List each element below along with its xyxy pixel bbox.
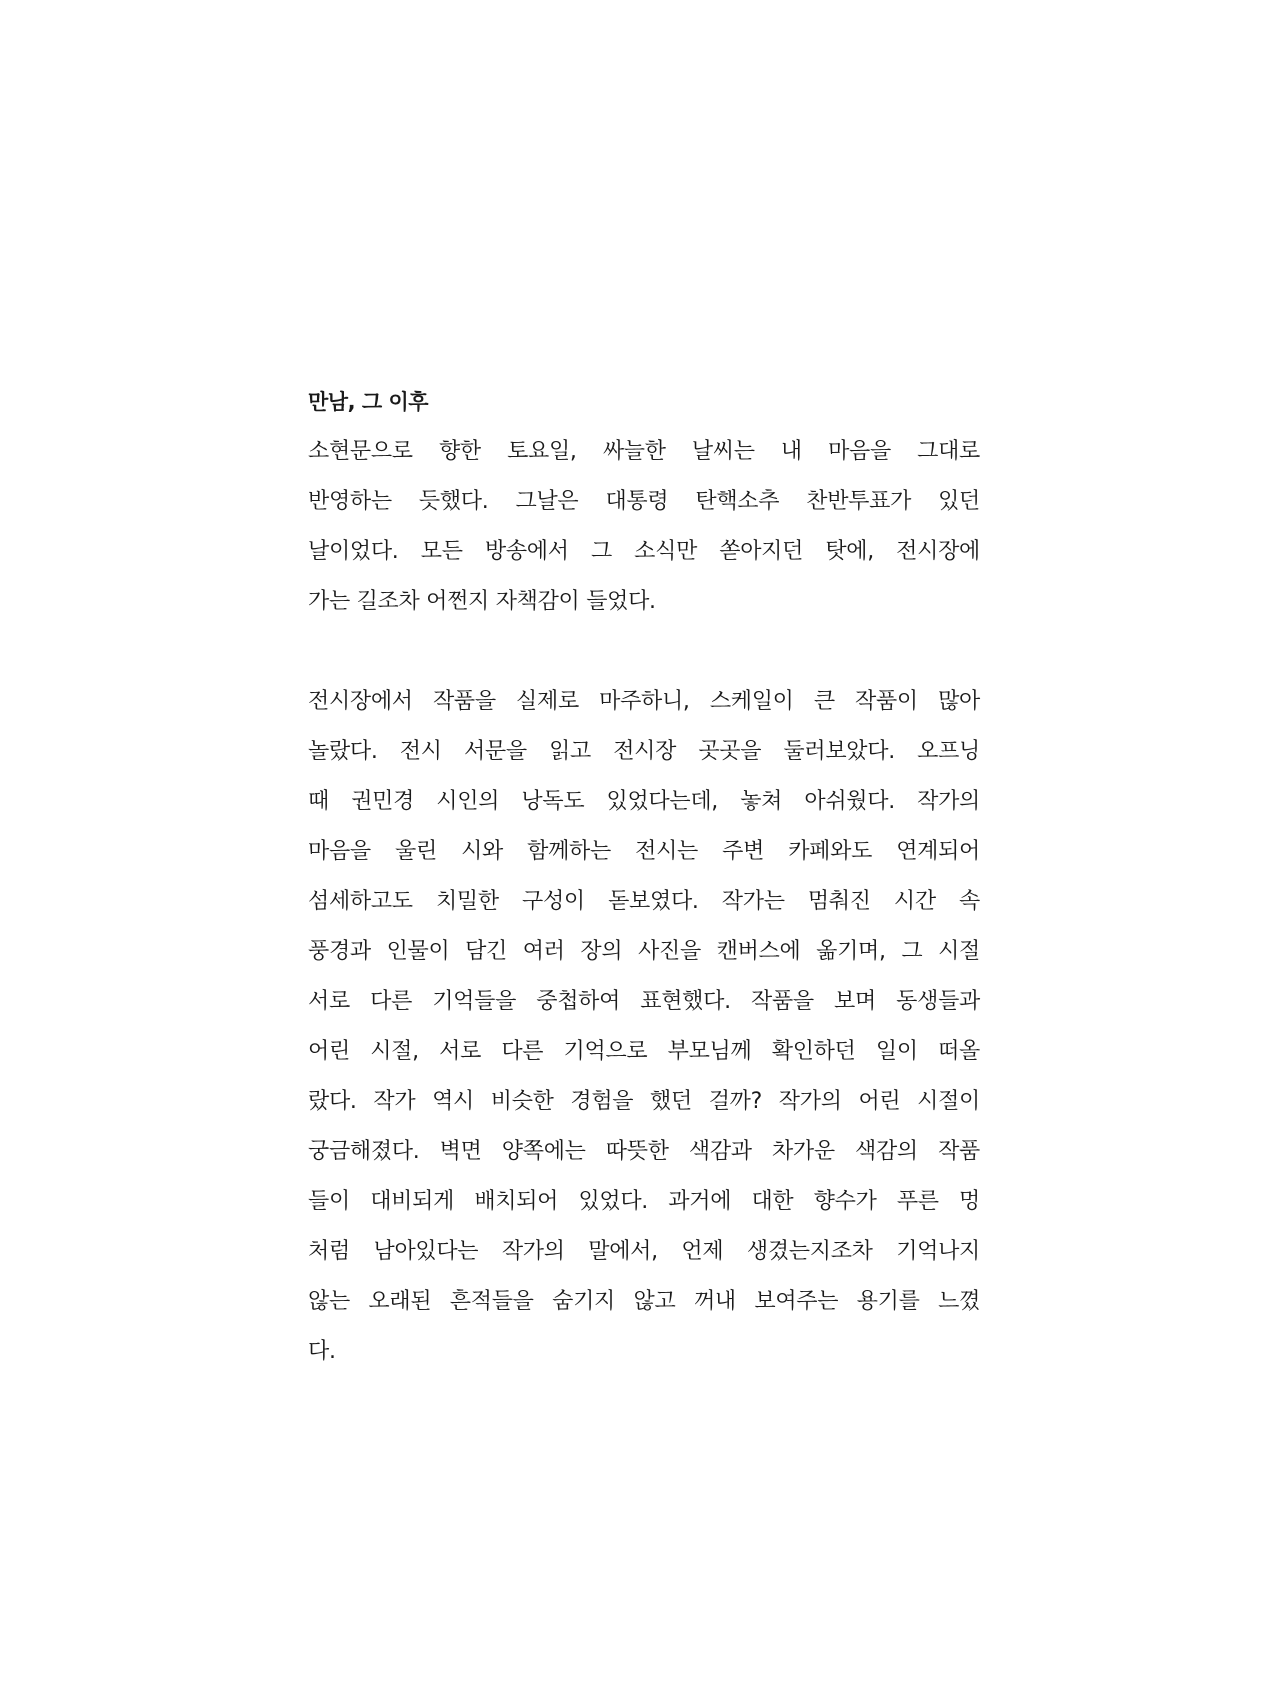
section-title: 만남, 그 이후 [308,390,429,414]
text-line: 궁금해졌다. 벽면 양쪽에는 따뜻한 색감과 차가운 색감의 작품 [308,1139,980,1164]
text-line: 소현문으로 향한 토요일, 싸늘한 날씨는 내 마음을 그대로 [308,439,980,464]
text-line: 가는 길조차 어쩐지 자책감이 들었다. [308,589,656,614]
text-line: 반영하는 듯했다. 그날은 대통령 탄핵소추 찬반투표가 있던 [308,489,980,514]
text-line: 처럼 남아있다는 작가의 말에서, 언제 생겼는지조차 기억나지 [308,1239,980,1264]
text-line: 때 권민경 시인의 낭독도 있었다는데, 놓쳐 아쉬웠다. 작가의 [308,789,980,814]
text-line: 들이 대비되게 배치되어 있었다. 과거에 대한 향수가 푸른 멍 [308,1189,980,1214]
paragraph-2 [308,677,980,1377]
paragraph-1 [308,427,980,627]
paragraph-gap [308,627,980,677]
text-line: 랐다. 작가 역시 비슷한 경험을 했던 걸까? 작가의 어린 시절이 [308,1089,980,1114]
text-line: 놀랐다. 전시 서문을 읽고 전시장 곳곳을 둘러보았다. 오프닝 [308,739,980,764]
text-line: 풍경과 인물이 담긴 여러 장의 사진을 캔버스에 옮기며, 그 시절 [308,939,980,964]
text-line: 어린 시절, 서로 다른 기억으로 부모님께 확인하던 일이 떠올 [308,1039,980,1064]
text-line: 섬세하고도 치밀한 구성이 돋보였다. 작가는 멈춰진 시간 속 [308,889,980,914]
document-body [308,377,980,1377]
text-line: 마음을 울린 시와 함께하는 전시는 주변 카페와도 연계되어 [308,839,980,864]
text-line: 다. [308,1339,336,1364]
text-line: 서로 다른 기억들을 중첩하여 표현했다. 작품을 보며 동생들과 [308,989,980,1014]
text-line: 전시장에서 작품을 실제로 마주하니, 스케일이 큰 작품이 많아 [308,689,980,714]
text-line: 않는 오래된 흔적들을 숨기지 않고 꺼내 보여주는 용기를 느꼈 [308,1289,980,1314]
text-line: 날이었다. 모든 방송에서 그 소식만 쏟아지던 탓에, 전시장에 [308,539,980,564]
